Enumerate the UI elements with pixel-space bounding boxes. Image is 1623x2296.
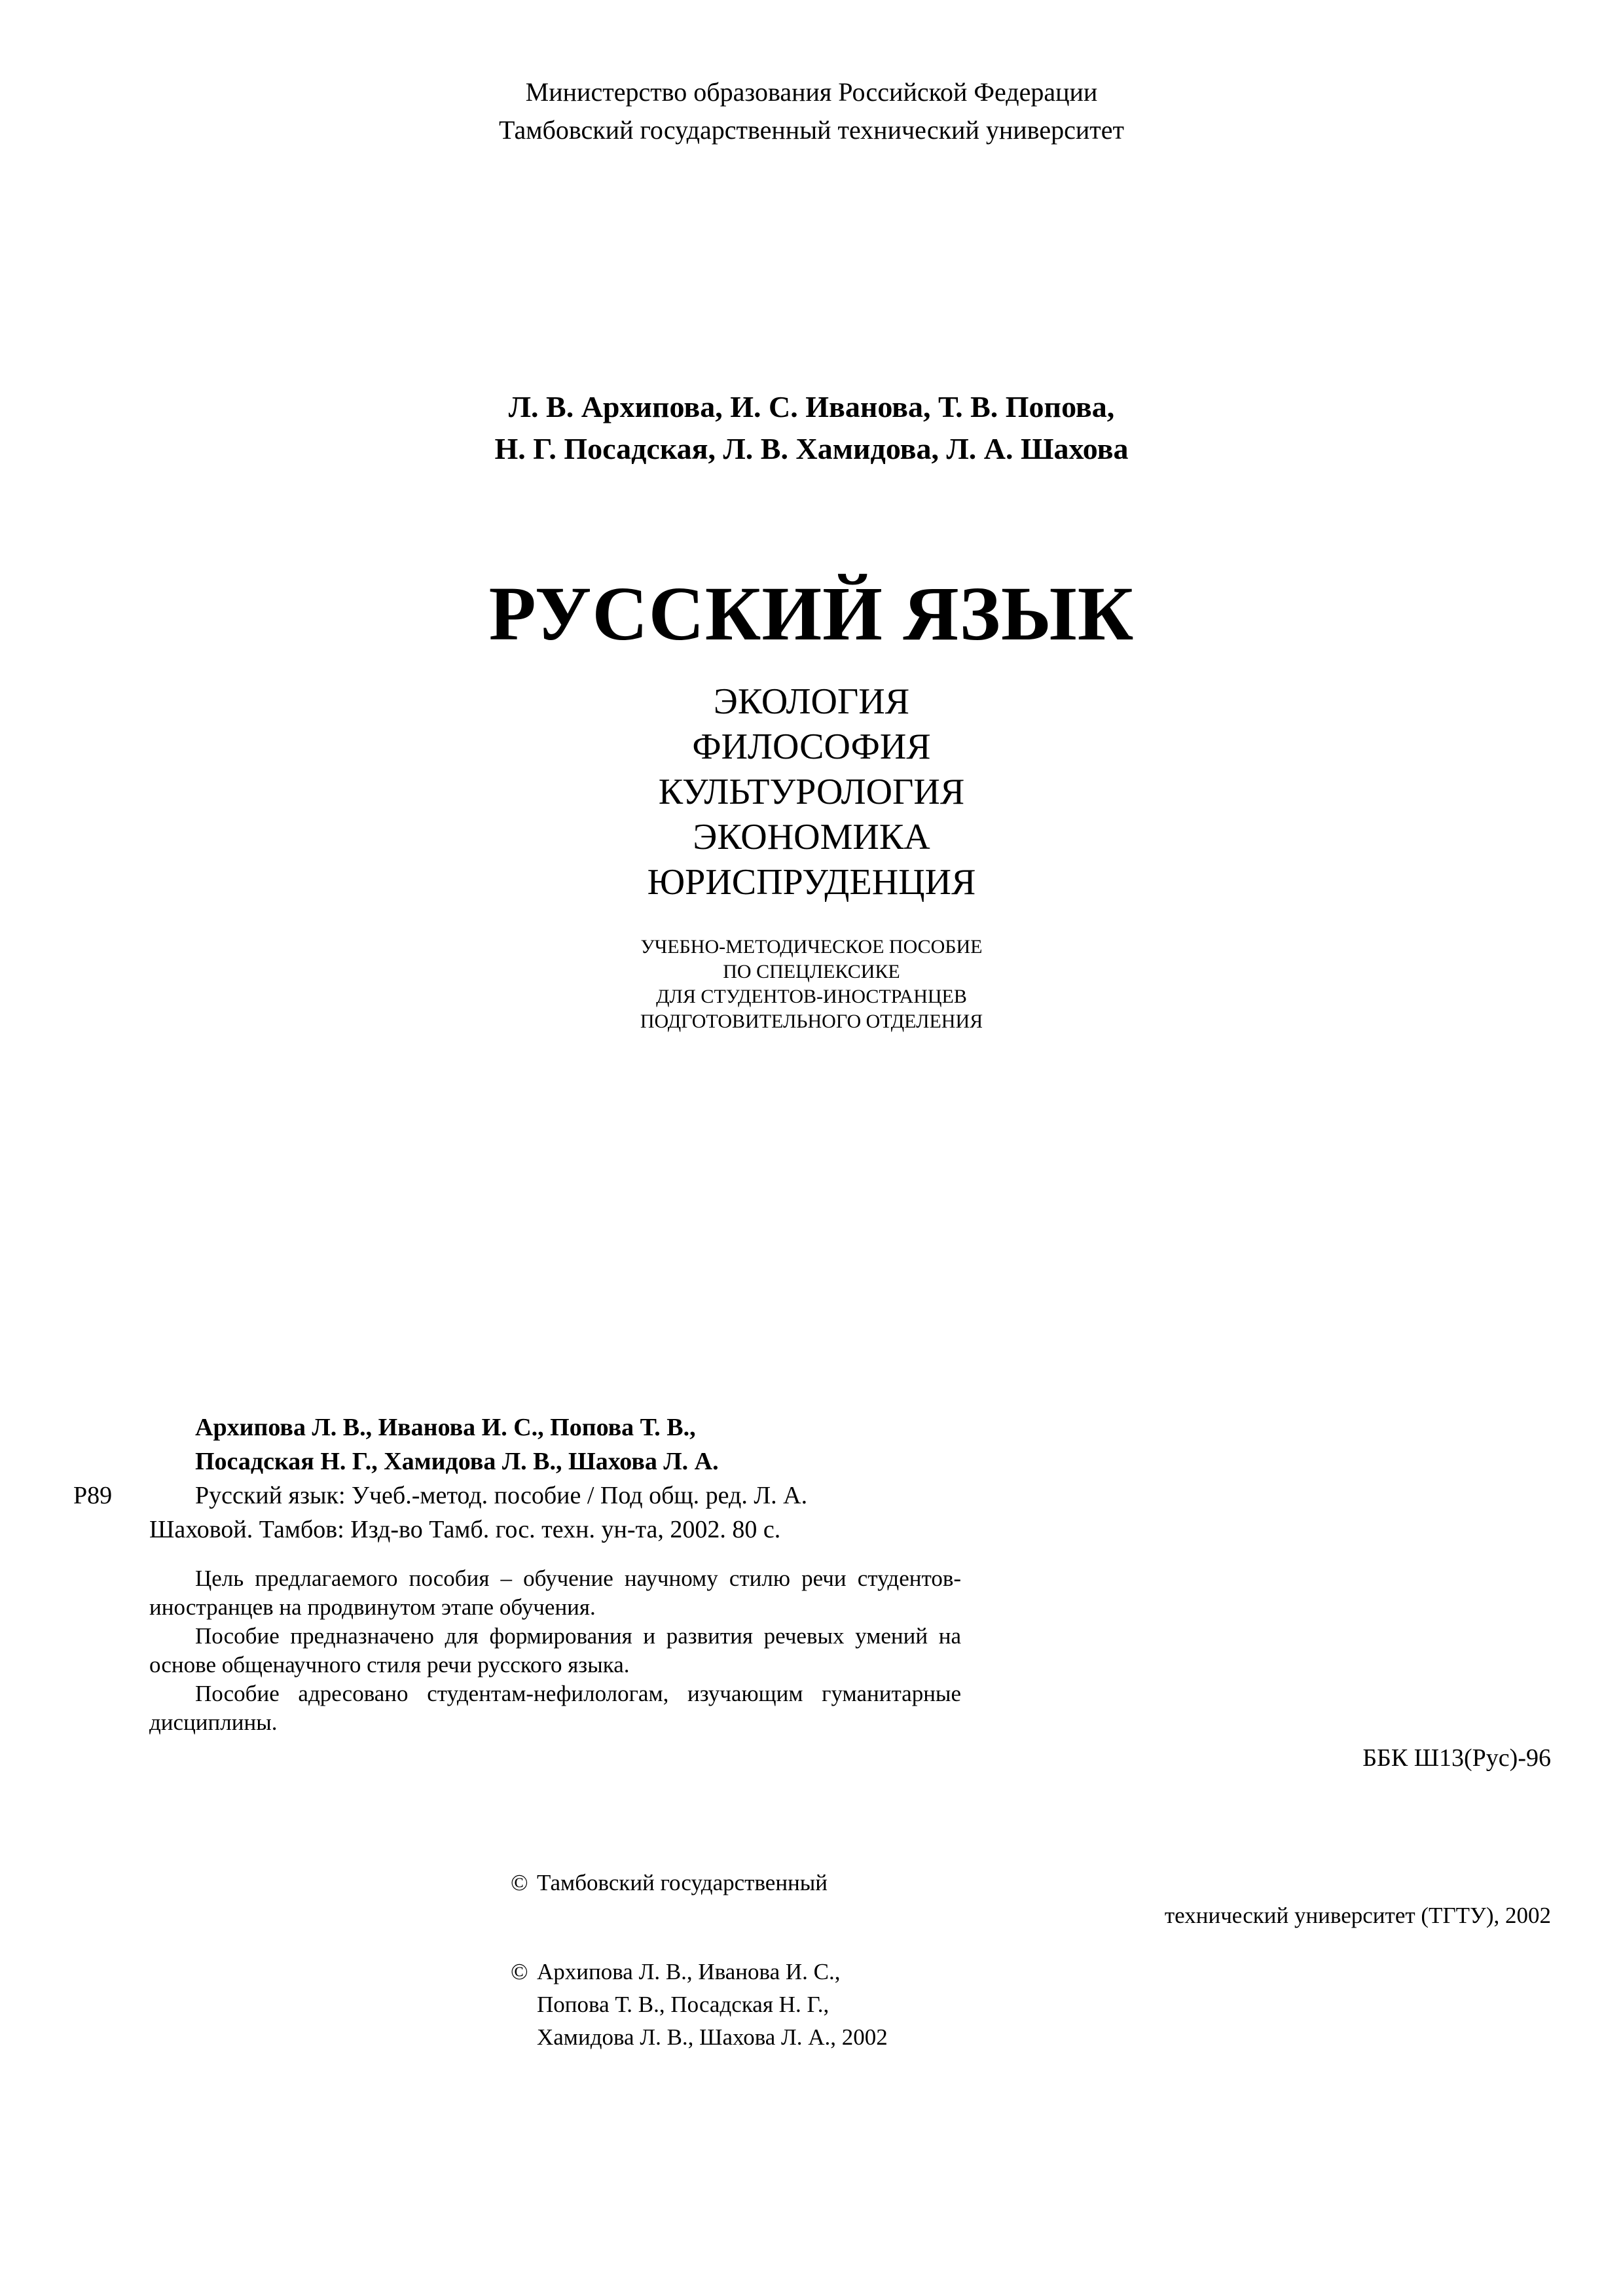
- copyright-authors: [511, 1956, 888, 2054]
- subject-culturology: КУЛЬТУРОЛОГИЯ: [658, 772, 965, 812]
- bibliographic-record: [149, 1410, 961, 1547]
- ministry-name: Министерство образования Российской Федерации: [525, 77, 1098, 107]
- copyright-holder-1-line-2: технический университет (ТГТУ), 2002: [1164, 1903, 1551, 1928]
- copyright-icon: ©: [511, 1870, 528, 1895]
- book-subtitle: [0, 935, 1623, 1034]
- copyright-icon: ©: [511, 1959, 528, 1984]
- subtitle-line-3: ДЛЯ СТУДЕНТОВ-ИНОСТРАНЦЕВ: [656, 986, 967, 1007]
- university-name: Тамбовский государственный технический университет: [499, 115, 1124, 145]
- library-code: Р89: [73, 1482, 113, 1509]
- biblio-description-line-2: Шаховой. Тамбов: Изд-во Тамб. гос. техн. ун-та, 2002. 80 с.: [149, 1516, 781, 1543]
- copyright-holder-2-line-1: Архипова Л. В., Иванова И. С.,: [537, 1959, 841, 1984]
- biblio-authors-line-1: Архипова Л. В., Иванова И. С., Попова Т. В.,: [195, 1414, 696, 1441]
- subtitle-line-4: ПОДГОТОВИТЕЛЬНОГО ОТДЕЛЕНИЯ: [640, 1011, 983, 1032]
- subject-economics: ЭКОНОМИКА: [693, 817, 930, 857]
- subjects-list: [0, 679, 1623, 905]
- book-title: РУССКИЙ ЯЗЫК: [488, 571, 1135, 656]
- biblio-description-line-1: Русский язык: Учеб.-метод. пособие / Под общ. ред. Л. А.: [195, 1482, 808, 1509]
- publisher-header: [0, 73, 1623, 149]
- copyright-holder-2-line-3: Хамидова Л. В., Шахова Л. А., 2002: [537, 2024, 888, 2050]
- copyright-university: [511, 1867, 828, 1899]
- bbk-code: ББК Ш13(Рус)-96: [1362, 1744, 1551, 1772]
- subject-ecology: ЭКОЛОГИЯ: [713, 681, 910, 722]
- authors-line-1: Л. В. Архипова, И. С. Иванова, Т. В. Попова,: [508, 390, 1115, 423]
- authors-block: [0, 386, 1623, 470]
- subtitle-line-1: УЧЕБНО-МЕТОДИЧЕСКОЕ ПОСОБИЕ: [640, 936, 983, 958]
- subject-jurisprudence: ЮРИСПРУДЕНЦИЯ: [647, 862, 976, 903]
- abstract-paragraph-3: Пособие адресовано студентам-нефилологам, изучающим гуманитарные дисциплины.: [149, 1681, 961, 1735]
- copyright-holder-2-line-2: Попова Т. В., Посадская Н. Г.,: [537, 1992, 830, 2017]
- authors-line-2: Н. Г. Посадская, Л. В. Хамидова, Л. А. Шахова: [494, 432, 1129, 465]
- abstract-paragraph-2: Пособие предназначено для формирования и развития речевых умений на основе общенаучного стиля речи русского языка.: [149, 1623, 961, 1677]
- abstract: [149, 1564, 961, 1737]
- abstract-paragraph-1: Цель предлагаемого пособия – обучение научному стилю речи студентов-иностранцев на продвинутом этапе обучения.: [149, 1566, 961, 1620]
- biblio-authors-line-2: Посадская Н. Г., Хамидова Л. В., Шахова Л. А.: [195, 1448, 719, 1475]
- copyright-holder-1-line-1: Тамбовский государственный: [537, 1870, 828, 1895]
- subject-philosophy: ФИЛОСОФИЯ: [692, 726, 931, 767]
- subtitle-line-2: ПО СПЕЦЛЕКСИКЕ: [723, 961, 900, 982]
